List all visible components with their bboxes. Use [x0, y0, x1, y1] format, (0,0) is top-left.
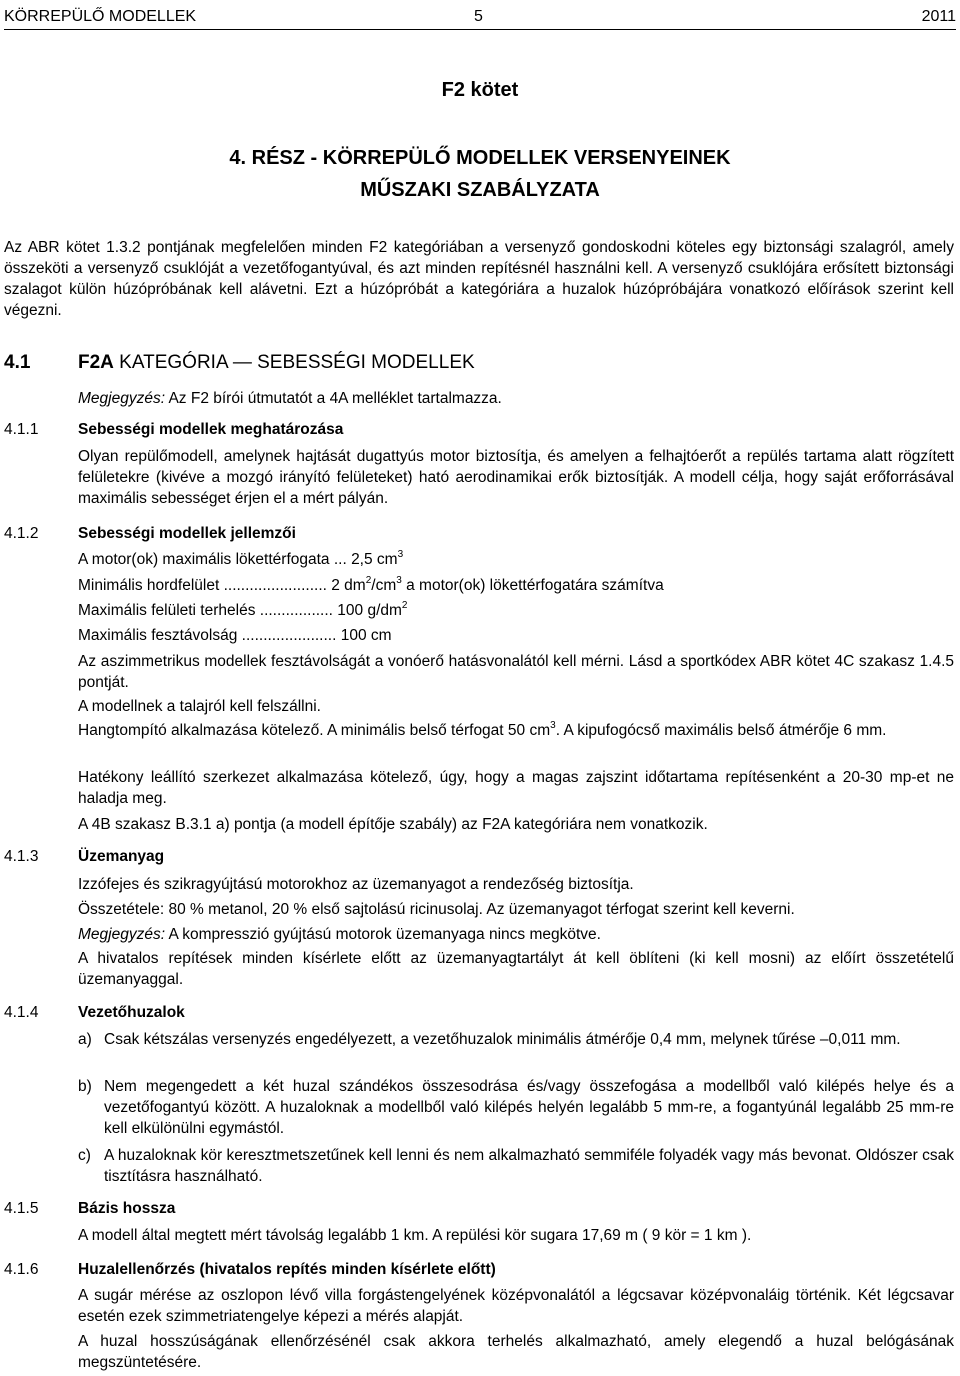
part-title-line1: 4. RÉSZ - KÖRREPÜLŐ MODELLEK VERSENYEINEK: [229, 147, 731, 169]
subsection-number: 4.1.3: [4, 848, 39, 865]
fuel-flush-paragraph: A hivatalos repítések minden kísérlete előtt az üzemanyagtartályt át kell öblíteni (ki kell mosni) az előírt összetételű üzemanyaggal.: [78, 950, 954, 988]
part-title-line2: MŰSZAKI SZABÁLYZATA: [360, 179, 600, 201]
subsection-title: Sebességi modellek jellemzői: [78, 525, 296, 542]
wire-length-paragraph: A huzal hosszúságának ellenőrzésénél csak akkora terhelés alkalmazható, amely elegendő a huzal belógásának megszüntetésére.: [78, 1333, 954, 1371]
definition-paragraph: Olyan repülőmodell, amelynek hajtását dugattyús motor biztosítja, és amelyen a felhajtóerőt a repülés tartama alatt rögzített felületekre (kivéve a mozgó irányító felületeket) ható aerodinamikai erők biztosítják. A modell célja, hogy saját erőforrásával maximális sebességet érjen el a mért pályán.: [78, 448, 954, 507]
subsection-number: 4.1.4: [4, 1004, 39, 1021]
list-item-letter: b): [78, 1078, 92, 1095]
note-label: Megjegyzés:: [78, 390, 166, 407]
volume-title: F2 kötet: [441, 79, 519, 101]
muffler-paragraph: Hangtompító alkalmazása kötelező. A minimális belső térfogat 50 $cm^3$. A kipufogócső maximális belső átmérője 6 mm.: [78, 720, 887, 739]
subsection-number: 4.1.1: [4, 421, 39, 438]
subsection-title: Huzalellenőrzés (hivatalos repítés minden kísérlete előtt): [78, 1261, 496, 1278]
stop-device-paragraph: Hatékony leállító szerkezet alkalmazása kötelező, úgy, hogy a magas zajszint időtartama repítésenként a 20-30 mp-et ne haladja meg.: [78, 769, 954, 807]
takeoff-paragraph: A modellnek a talajról kell felszállni.: [78, 698, 321, 715]
subsection-title: Vezetőhuzalok: [78, 1004, 185, 1021]
list-item-letter: a): [78, 1031, 92, 1048]
header-title: KÖRREPÜLŐ MODELLEK: [4, 8, 197, 25]
fuel-note: Megjegyzés: A kompresszió gyújtású motorok üzemanyaga nincs megkötve.: [78, 926, 601, 943]
fuel-paragraph: Izzófejes és szikragyújtású motorokhoz az üzemanyagot a rendezőség biztosítja.: [78, 876, 634, 893]
section-4-1-note: [78, 388, 954, 409]
section-title: KATEGÓRIA — SEBESSÉGI MODELLEK: [113, 352, 475, 373]
page-number: 5: [474, 8, 483, 25]
subsection-number: 4.1.5: [4, 1200, 39, 1217]
section-code: F2A: [78, 352, 114, 373]
note-text: Az F2 bírói útmutatót a 4A melléklet tartalmazza.: [165, 390, 502, 407]
base-length-paragraph: A modell által megtett mért távolság legalább 1 km. A repülési kör sugara 17,69 m ( 9 kör = 1 km ).: [78, 1227, 752, 1244]
header-divider: [4, 29, 956, 30]
builder-rule-paragraph: A 4B szakasz B.3.1 a) pontja (a modell építője szabály) az F2A kategóriára nem vonatkozik.: [78, 816, 708, 833]
list-item-text: A huzaloknak kör keresztmetszetűnek kell lenni és nem alkalmazható semmiféle folyadék vagy más bevonat. Oldószer csak tisztításra használható.: [104, 1147, 954, 1185]
part-title: [0, 142, 960, 206]
spec-min-area: Minimális hordfelület ........................ 2 $dm^2/cm^3$ a motor(ok) lökettérfogatára számítva: [78, 575, 664, 594]
subsection-title: Bázis hossza: [78, 1200, 176, 1217]
spec-wing-loading: Maximális felületi terhelés ................. 100 $g/dm^2$: [78, 600, 408, 619]
intro-paragraph: Az ABR kötet 1.3.2 pontjának megfelelően minden F2 kategóriában a versenyző gondoskodni köteles egy biztonsági szalagról, amely összeköti a versenyző csuklóját a vezetőfogantyúval, és azt minden repítésnél használni kell. A versenyző csuklójára erősített biztonsági szalagot külön húzópróbának kell alávetni. Ezt a húzópróbát a kategóriára a huzalok húzópróbájára vonatkozó előírások szerint kell végezni.: [4, 239, 954, 319]
list-item-letter: c): [78, 1147, 91, 1164]
list-item-text: Csak kétszálas versenyzés engedélyezett, a vezetőhuzalok minimális átmérője 0,4 mm, melynek tűrése –0,011 mm.: [104, 1031, 901, 1048]
page-header: [4, 4, 956, 28]
subsection-title: Sebességi modellek meghatározása: [78, 421, 344, 438]
spec-wingspan: Maximális fesztávolság ...................... 100 cm: [78, 627, 392, 644]
asymmetric-paragraph: Az aszimmetrikus modellek fesztávolságát a vonóerő hatásvonalától kell mérni. Lásd a sportkódex ABR kötet 4C szakasz 1.4.5 pontját.: [78, 653, 954, 691]
list-item-text: Nem megengedett a két huzal szándékos összesodrása és/vagy összefogása a modellből való kilépés helye és a vezetőfogantyú között. A huzaloknak a modellből való kilépés helyén legalább 5 mm-re, a fogantyúnál legalább 25 mm-re kell elkülönülni egymástól.: [104, 1078, 954, 1137]
radius-paragraph: A sugár mérése az oszlopon lévő villa forgástengelyének középvonalától a légcsavar középvonaláig történik. Két légcsavar esetén ezek szimmetriatengelye képezi a mérés alapját.: [78, 1287, 954, 1325]
subsection-number: 4.1.6: [4, 1261, 39, 1278]
header-year: 2011: [921, 8, 956, 25]
spec-displacement: A motor(ok) maximális lökettérfogata ... 2,5 $cm^3$: [78, 549, 404, 568]
section-number: 4.1: [4, 352, 31, 373]
fuel-composition: Összetétele: 80 % metanol, 20 % első sajtolású ricinusolaj. Az üzemanyagot térfogat szerint kell keverni.: [78, 901, 795, 918]
subsection-title: Üzemanyag: [78, 848, 165, 865]
subsection-number: 4.1.2: [4, 525, 39, 542]
